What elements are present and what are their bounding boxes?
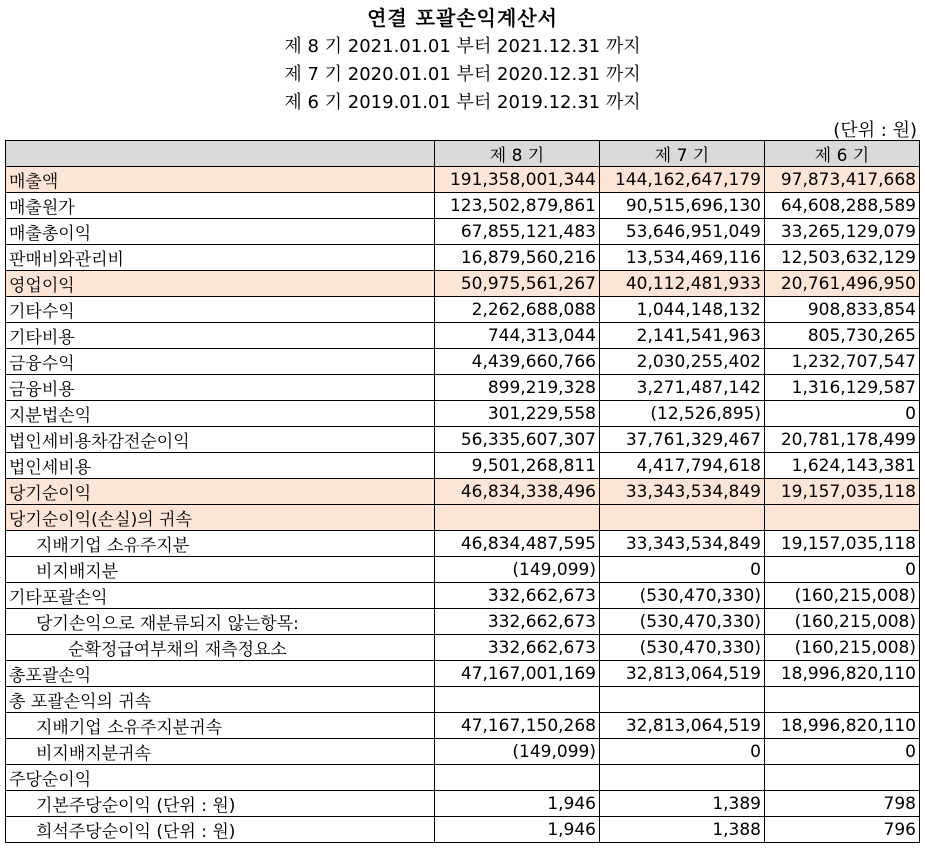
account-label: 주당순이익 [6, 765, 435, 791]
value-cell: 332,662,673 [435, 609, 600, 635]
account-label: 지분법손익 [6, 401, 435, 427]
header-period-7: 제 7 기 [600, 141, 765, 167]
account-label: 지배기업 소유주지분 [6, 531, 435, 557]
account-label: 당기손익으로 재분류되지 않는항목: [6, 609, 435, 635]
table-row [6, 687, 920, 713]
value-cell: 332,662,673 [435, 635, 600, 661]
value-cell: 53,646,951,049 [600, 219, 765, 245]
account-label: 당기순이익 [6, 479, 435, 505]
value-cell: 19,157,035,118 [765, 479, 920, 505]
table-row [6, 765, 920, 791]
account-label: 희석주당순이익 (단위 : 원) [6, 817, 435, 843]
table-row [6, 453, 920, 479]
value-cell: (160,215,008) [765, 635, 920, 661]
value-cell: 301,229,558 [435, 401, 600, 427]
table-row [6, 297, 920, 323]
value-cell [765, 765, 920, 791]
table-row [6, 791, 920, 817]
table-row [6, 557, 920, 583]
value-cell: 1,388 [600, 817, 765, 843]
account-label: 총 포괄손익의 귀속 [6, 687, 435, 713]
value-cell: 1,946 [435, 791, 600, 817]
value-cell: 805,730,265 [765, 323, 920, 349]
account-label: 기본주당순이익 (단위 : 원) [6, 791, 435, 817]
value-cell: 4,417,794,618 [600, 453, 765, 479]
account-label: 매출액 [6, 167, 435, 193]
value-cell: 50,975,561,267 [435, 271, 600, 297]
header-period-6: 제 6 기 [765, 141, 920, 167]
value-cell [435, 765, 600, 791]
value-cell: 4,439,660,766 [435, 349, 600, 375]
value-cell: 1,044,148,132 [600, 297, 765, 323]
value-cell [765, 687, 920, 713]
value-cell: 46,834,487,595 [435, 531, 600, 557]
value-cell: 33,265,129,079 [765, 219, 920, 245]
value-cell: 47,167,150,268 [435, 713, 600, 739]
value-cell [435, 505, 600, 531]
value-cell: 56,335,607,307 [435, 427, 600, 453]
value-cell: (12,526,895) [600, 401, 765, 427]
value-cell: 46,834,338,496 [435, 479, 600, 505]
value-cell: 32,813,064,519 [600, 713, 765, 739]
header-period-8: 제 8 기 [435, 141, 600, 167]
value-cell: 47,167,001,169 [435, 661, 600, 687]
income-statement-table [5, 140, 920, 843]
account-label: 기타비용 [6, 323, 435, 349]
account-label: 총포괄손익 [6, 661, 435, 687]
value-cell: 191,358,001,344 [435, 167, 600, 193]
value-cell: 97,873,417,668 [765, 167, 920, 193]
value-cell: 32,813,064,519 [600, 661, 765, 687]
table-row [6, 375, 920, 401]
value-cell: 3,271,487,142 [600, 375, 765, 401]
table-row [6, 271, 920, 297]
value-cell: 1,232,707,547 [765, 349, 920, 375]
account-label: 기타포괄손익 [6, 583, 435, 609]
account-label: 기타수익 [6, 297, 435, 323]
value-cell: 40,112,481,933 [600, 271, 765, 297]
value-cell: 899,219,328 [435, 375, 600, 401]
value-cell [600, 765, 765, 791]
period-line-6: 제 6 기 2019.01.01 부터 2019.12.31 까지 [284, 92, 641, 113]
account-label: 매출총이익 [6, 219, 435, 245]
value-cell: 0 [765, 557, 920, 583]
value-cell: (530,470,330) [600, 635, 765, 661]
value-cell [600, 505, 765, 531]
value-cell: 33,343,534,849 [600, 531, 765, 557]
value-cell: 1,316,129,587 [765, 375, 920, 401]
value-cell: 19,157,035,118 [765, 531, 920, 557]
value-cell: 1,389 [600, 791, 765, 817]
table-row [6, 245, 920, 271]
value-cell: 67,855,121,483 [435, 219, 600, 245]
unit-label: (단위 : 원) [833, 120, 917, 141]
value-cell [600, 687, 765, 713]
value-cell: 64,608,288,589 [765, 193, 920, 219]
table-row [6, 505, 920, 531]
value-cell: 20,781,178,499 [765, 427, 920, 453]
value-cell: 37,761,329,467 [600, 427, 765, 453]
header-account [6, 141, 435, 167]
statement-title: 연결 포괄손익계산서 [367, 6, 558, 30]
account-label: 당기순이익(손실)의 귀속 [6, 505, 435, 531]
period-line-8: 제 8 기 2021.01.01 부터 2021.12.31 까지 [284, 36, 641, 57]
value-cell: 0 [765, 401, 920, 427]
table-row [6, 609, 920, 635]
table-row [6, 661, 920, 687]
value-cell: 744,313,044 [435, 323, 600, 349]
table-row [6, 167, 920, 193]
value-cell [435, 687, 600, 713]
value-cell: 123,502,879,861 [435, 193, 600, 219]
table-row [6, 401, 920, 427]
value-cell: (530,470,330) [600, 609, 765, 635]
value-cell: 0 [600, 557, 765, 583]
table-row [6, 349, 920, 375]
value-cell: (160,215,008) [765, 583, 920, 609]
table-row [6, 219, 920, 245]
account-label: 순확정급여부채의 재측정요소 [6, 635, 435, 661]
account-label: 금융수익 [6, 349, 435, 375]
table-row [6, 583, 920, 609]
value-cell: (149,099) [435, 557, 600, 583]
period-line-7: 제 7 기 2020.01.01 부터 2020.12.31 까지 [284, 64, 641, 85]
value-cell: 908,833,854 [765, 297, 920, 323]
value-cell: 12,503,632,129 [765, 245, 920, 271]
account-label: 비지배지분귀속 [6, 739, 435, 765]
value-cell: 33,343,534,849 [600, 479, 765, 505]
value-cell: 9,501,268,811 [435, 453, 600, 479]
table-header-row [6, 141, 920, 167]
account-label: 영업이익 [6, 271, 435, 297]
value-cell: 332,662,673 [435, 583, 600, 609]
table-row [6, 531, 920, 557]
value-cell: 2,262,688,088 [435, 297, 600, 323]
value-cell: 796 [765, 817, 920, 843]
value-cell: (160,215,008) [765, 609, 920, 635]
table-row [6, 323, 920, 349]
table-row [6, 635, 920, 661]
value-cell: (149,099) [435, 739, 600, 765]
account-label: 지배기업 소유주지분귀속 [6, 713, 435, 739]
value-cell [765, 505, 920, 531]
value-cell: 798 [765, 791, 920, 817]
value-cell: 144,162,647,179 [600, 167, 765, 193]
table-row [6, 817, 920, 843]
account-label: 비지배지분 [6, 557, 435, 583]
value-cell: 18,996,820,110 [765, 661, 920, 687]
value-cell: 16,879,560,216 [435, 245, 600, 271]
account-label: 법인세비용 [6, 453, 435, 479]
value-cell: 0 [765, 739, 920, 765]
table-row [6, 193, 920, 219]
value-cell: 2,141,541,963 [600, 323, 765, 349]
value-cell: 0 [600, 739, 765, 765]
table-row [6, 427, 920, 453]
value-cell: (530,470,330) [600, 583, 765, 609]
table-row [6, 479, 920, 505]
value-cell: 2,030,255,402 [600, 349, 765, 375]
account-label: 금융비용 [6, 375, 435, 401]
value-cell: 20,761,496,950 [765, 271, 920, 297]
value-cell: 13,534,469,116 [600, 245, 765, 271]
account-label: 매출원가 [6, 193, 435, 219]
account-label: 판매비와관리비 [6, 245, 435, 271]
account-label: 법인세비용차감전순이익 [6, 427, 435, 453]
table-row [6, 739, 920, 765]
value-cell: 1,946 [435, 817, 600, 843]
value-cell: 1,624,143,381 [765, 453, 920, 479]
table-row [6, 713, 920, 739]
value-cell: 90,515,696,130 [600, 193, 765, 219]
value-cell: 18,996,820,110 [765, 713, 920, 739]
